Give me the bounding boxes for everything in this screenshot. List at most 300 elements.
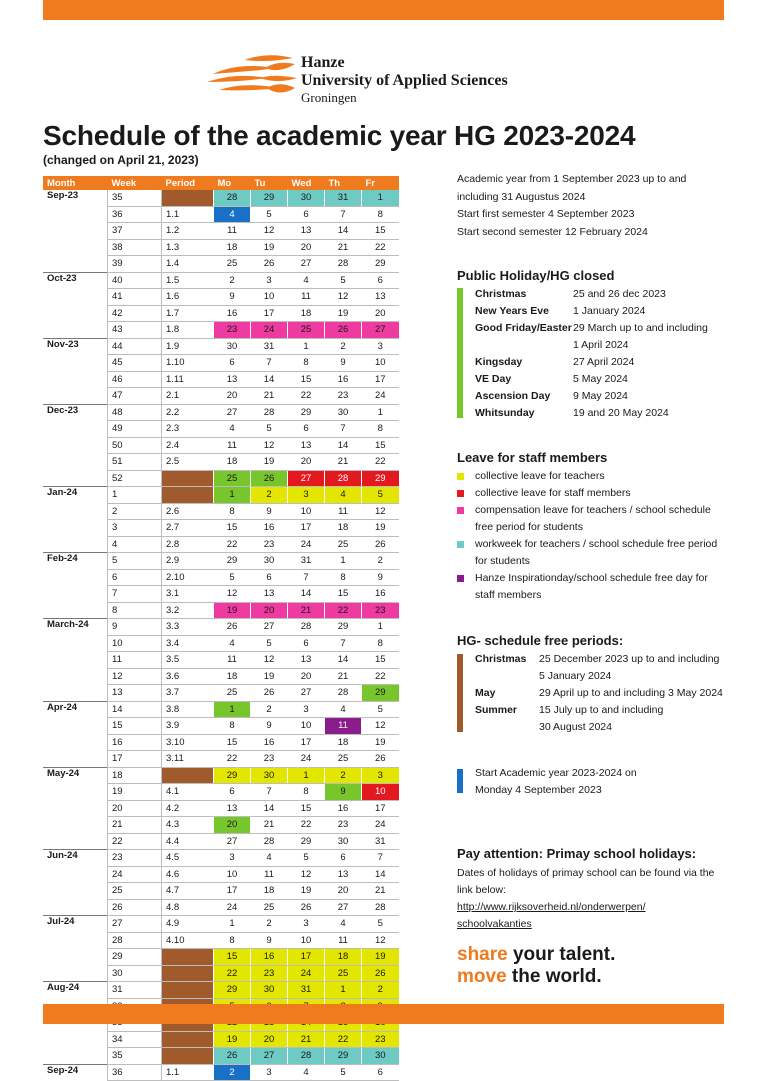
leave-legend: [457, 468, 727, 604]
day-cell: 15: [288, 371, 325, 388]
legend-swatch: [457, 507, 464, 514]
month-cell: [43, 1048, 108, 1065]
day-cell: 16: [325, 371, 362, 388]
week-cell: 25: [108, 883, 162, 900]
day-cell: 15: [214, 520, 251, 537]
item-key: May: [475, 687, 496, 699]
month-cell: [43, 602, 108, 619]
month-cell: Sep-24: [43, 1064, 108, 1081]
day-cell: 13: [325, 866, 362, 883]
day-cell: 23: [251, 536, 288, 553]
month-cell: [43, 652, 108, 669]
day-cell: 27: [214, 833, 251, 850]
day-cell: 25: [325, 751, 362, 768]
month-cell: [43, 866, 108, 883]
day-cell: 5: [362, 487, 399, 504]
item-key: VE Day: [475, 373, 512, 385]
day-cell: 13: [214, 371, 251, 388]
day-cell: 6: [251, 569, 288, 586]
day-cell: 12: [362, 718, 399, 735]
free-periods-brown-bar: [457, 654, 463, 732]
week-cell: 46: [108, 371, 162, 388]
table-row: [43, 206, 399, 223]
day-cell: 21: [288, 1031, 325, 1048]
day-cell: 3: [362, 767, 399, 784]
header-wed: Wed: [288, 176, 325, 190]
day-cell: 1: [288, 767, 325, 784]
day-cell: 7: [362, 850, 399, 867]
table-row: [43, 421, 399, 438]
month-cell: [43, 685, 108, 702]
period-cell: 2.8: [162, 536, 214, 553]
month-cell: [43, 223, 108, 240]
week-cell: 1: [108, 487, 162, 504]
legend-swatch: [457, 541, 464, 548]
list-item: [475, 354, 708, 371]
public-holiday-title: Public Holiday/HG closed: [457, 268, 615, 283]
day-cell: 11: [325, 503, 362, 520]
week-cell: 36: [108, 206, 162, 223]
day-cell: 11: [214, 223, 251, 240]
day-cell: 2: [214, 272, 251, 289]
day-cell: 22: [362, 668, 399, 685]
period-cell: 1.7: [162, 305, 214, 322]
day-cell: 26: [288, 899, 325, 916]
day-cell: 8: [362, 635, 399, 652]
table-row: [43, 404, 399, 421]
week-cell: 29: [108, 949, 162, 966]
day-cell: 29: [214, 767, 251, 784]
legend-swatch: [457, 473, 464, 480]
day-cell: 20: [325, 883, 362, 900]
legend-item: [457, 468, 727, 485]
day-cell: 6: [288, 635, 325, 652]
period-cell: 2.5: [162, 454, 214, 471]
table-row: [43, 487, 399, 504]
month-cell: [43, 668, 108, 685]
day-cell: 10: [288, 932, 325, 949]
day-cell: 7: [251, 355, 288, 372]
day-cell: 25: [325, 965, 362, 982]
day-cell: 1: [325, 553, 362, 570]
day-cell: 27: [325, 899, 362, 916]
day-cell: 30: [362, 1048, 399, 1065]
table-row: [43, 899, 399, 916]
day-cell: 26: [362, 965, 399, 982]
month-cell: [43, 470, 108, 487]
day-cell: 7: [288, 569, 325, 586]
table-row: [43, 685, 399, 702]
legend-item: [457, 485, 727, 502]
free-periods-title: HG- schedule free periods:: [457, 633, 624, 648]
slogan-the-world: the world.: [506, 966, 602, 987]
period-cell: 4.2: [162, 800, 214, 817]
day-cell: 14: [325, 652, 362, 669]
pay-line: link below:: [457, 884, 507, 896]
table-row: [43, 602, 399, 619]
table-row: [43, 569, 399, 586]
week-cell: 51: [108, 454, 162, 471]
day-cell: 23: [362, 602, 399, 619]
primary-school-section: [457, 845, 714, 933]
period-cell: 1.1: [162, 1064, 214, 1081]
day-cell: 8: [288, 355, 325, 372]
day-cell: 29: [325, 619, 362, 636]
day-cell: 13: [288, 437, 325, 454]
period-cell: [162, 982, 214, 999]
list-item: [475, 405, 708, 422]
day-cell: 28: [325, 256, 362, 273]
day-cell: 18: [214, 239, 251, 256]
day-cell: 4: [288, 272, 325, 289]
period-cell: 2.7: [162, 520, 214, 537]
month-cell: [43, 256, 108, 273]
week-cell: 52: [108, 470, 162, 487]
day-cell: 23: [251, 751, 288, 768]
table-row: [43, 454, 399, 471]
month-cell: Jul-24: [43, 916, 108, 933]
item-value: 9 May 2024: [573, 390, 628, 402]
day-cell: 12: [251, 652, 288, 669]
month-cell: Sep-23: [47, 190, 79, 201]
table-row: [43, 586, 399, 603]
day-cell: 19: [288, 883, 325, 900]
day-cell: 22: [362, 454, 399, 471]
day-cell: 30: [288, 190, 325, 206]
table-row: [43, 553, 399, 570]
table-row: [43, 520, 399, 537]
day-cell: 28: [251, 833, 288, 850]
day-cell: 25: [214, 685, 251, 702]
day-cell: 12: [362, 932, 399, 949]
item-value: 1 April 2024: [573, 339, 629, 351]
day-cell: 30: [214, 338, 251, 355]
month-cell: [43, 289, 108, 306]
month-cell: Apr-24: [43, 701, 108, 718]
day-cell: 23: [362, 1031, 399, 1048]
month-cell: [43, 817, 108, 834]
week-cell: 30: [108, 965, 162, 982]
day-cell: 16: [251, 734, 288, 751]
month-cell: [43, 899, 108, 916]
day-cell: 10: [214, 866, 251, 883]
info-line: including 31 Augustus 2024: [457, 190, 586, 203]
day-cell: 8: [288, 784, 325, 801]
table-row: [43, 322, 399, 339]
month-cell: [43, 751, 108, 768]
day-cell: 15: [362, 652, 399, 669]
day-cell: 9: [325, 355, 362, 372]
day-cell: 22: [288, 388, 325, 405]
week-cell: 9: [108, 619, 162, 636]
month-cell: Aug-24: [43, 982, 108, 999]
week-cell: 15: [108, 718, 162, 735]
day-cell: 26: [251, 685, 288, 702]
period-cell: 3.9: [162, 718, 214, 735]
table-row: [43, 190, 399, 206]
day-cell: 1: [362, 404, 399, 421]
period-cell: 1.9: [162, 338, 214, 355]
day-cell: 17: [362, 371, 399, 388]
item-value: 30 August 2024: [539, 721, 612, 733]
week-cell: 26: [108, 899, 162, 916]
legend-text: workweek for teachers / school schedule free period: [475, 538, 718, 550]
table-row: [43, 503, 399, 520]
day-cell: 15: [214, 734, 251, 751]
day-cell: 2: [325, 767, 362, 784]
day-cell: 7: [325, 635, 362, 652]
day-cell: 30: [325, 833, 362, 850]
start-line: Monday 4 September 2023: [475, 784, 602, 796]
day-cell: 28: [214, 190, 251, 206]
list-item: [475, 702, 723, 719]
period-cell: 1.6: [162, 289, 214, 306]
table-row: [43, 272, 399, 289]
item-key: [475, 668, 539, 685]
legend-item: [457, 570, 727, 604]
day-cell: 28: [288, 619, 325, 636]
list-item: [475, 719, 723, 736]
day-cell: 18: [251, 883, 288, 900]
day-cell: 28: [251, 404, 288, 421]
day-cell: 1: [325, 982, 362, 999]
day-cell: 20: [214, 817, 251, 834]
day-cell: 10: [362, 784, 399, 801]
day-cell: 17: [214, 883, 251, 900]
period-cell: 2.4: [162, 437, 214, 454]
table-row: [43, 949, 399, 966]
week-cell: 41: [108, 289, 162, 306]
item-key: Ascension Day: [475, 390, 551, 402]
day-cell: 3: [288, 487, 325, 504]
pay-line: Dates of holidays of primay school can be found via the: [457, 867, 715, 879]
period-cell: 1.2: [162, 223, 214, 240]
week-cell: 12: [108, 668, 162, 685]
day-cell: 10: [288, 718, 325, 735]
table-row: [43, 866, 399, 883]
start-blue-bar: [457, 769, 463, 793]
table-row: [43, 1031, 399, 1048]
table-row: [43, 223, 399, 240]
day-cell: 4: [214, 635, 251, 652]
rijksoverheid-link[interactable]: http://www.rijksoverheid.nl/onderwerpen/: [457, 901, 646, 913]
month-cell: [43, 388, 108, 405]
day-cell: 28: [362, 899, 399, 916]
day-cell: 5: [251, 206, 288, 223]
day-cell: 27: [251, 1048, 288, 1065]
day-cell: 2: [251, 701, 288, 718]
day-cell: 25: [251, 899, 288, 916]
day-cell: 3: [251, 272, 288, 289]
day-cell: 29: [362, 256, 399, 273]
slogan: [457, 944, 615, 988]
item-key: Kingsday: [475, 356, 523, 368]
day-cell: 17: [288, 949, 325, 966]
day-cell: 21: [288, 602, 325, 619]
week-cell: 44: [108, 338, 162, 355]
day-cell: 9: [251, 932, 288, 949]
day-cell: 9: [325, 784, 362, 801]
week-cell: 17: [108, 751, 162, 768]
header-tu: Tu: [251, 176, 288, 190]
day-cell: 16: [251, 520, 288, 537]
academic-year-info: [457, 171, 686, 241]
period-cell: 3.5: [162, 652, 214, 669]
item-value: 19 and 20 May 2024: [573, 407, 669, 419]
day-cell: 1: [288, 338, 325, 355]
day-cell: 7: [325, 421, 362, 438]
day-cell: 23: [325, 817, 362, 834]
table-row: [43, 388, 399, 405]
day-cell: 19: [251, 239, 288, 256]
day-cell: 4: [325, 701, 362, 718]
day-cell: 19: [251, 668, 288, 685]
header-period: Period: [162, 176, 214, 190]
logo-line-2: University of Applied Sciences: [301, 72, 508, 89]
day-cell: 25: [288, 322, 325, 339]
day-cell: 15: [362, 437, 399, 454]
week-cell: 10: [108, 635, 162, 652]
day-cell: 2: [251, 916, 288, 933]
legend-text: for students: [475, 555, 530, 567]
day-cell: 21: [325, 239, 362, 256]
week-cell: 49: [108, 421, 162, 438]
logo-line-1: Hanze: [301, 54, 345, 71]
legend-item: [457, 502, 727, 536]
day-cell: 8: [362, 206, 399, 223]
day-cell: 20: [251, 1031, 288, 1048]
table-row: [43, 718, 399, 735]
day-cell: 19: [325, 305, 362, 322]
period-cell: 1.4: [162, 256, 214, 273]
period-cell: 4.9: [162, 916, 214, 933]
day-cell: 26: [214, 1048, 251, 1065]
period-cell: [162, 965, 214, 982]
period-cell: 4.7: [162, 883, 214, 900]
week-cell: 38: [108, 239, 162, 256]
legend-text: staff members: [475, 589, 542, 601]
week-cell: 7: [108, 586, 162, 603]
day-cell: 3: [251, 1064, 288, 1081]
day-cell: 6: [325, 850, 362, 867]
period-cell: 4.10: [162, 932, 214, 949]
day-cell: 5: [325, 1064, 362, 1081]
table-row: [43, 1048, 399, 1065]
header-week: Week: [108, 176, 162, 190]
day-cell: 26: [251, 256, 288, 273]
day-cell: 12: [288, 866, 325, 883]
period-cell: [162, 767, 214, 784]
info-line: Academic year from 1 September 2023 up to and: [457, 173, 687, 185]
month-cell: [43, 536, 108, 553]
table-row: [43, 256, 399, 273]
item-key: Good Friday/Easter: [475, 322, 572, 334]
day-cell: 1: [214, 701, 251, 718]
free-periods-list: [475, 651, 723, 736]
day-cell: 5: [251, 635, 288, 652]
week-cell: 34: [108, 1031, 162, 1048]
month-cell: [43, 635, 108, 652]
day-cell: 20: [288, 668, 325, 685]
week-cell: 2: [108, 503, 162, 520]
day-cell: 6: [362, 1064, 399, 1081]
legend-swatch: [457, 490, 464, 497]
day-cell: 5: [362, 701, 399, 718]
week-cell: 50: [108, 437, 162, 454]
day-cell: 6: [362, 272, 399, 289]
item-value: 25 and 26 dec 2023: [573, 288, 666, 300]
day-cell: 1: [214, 916, 251, 933]
day-cell: 11: [288, 289, 325, 306]
day-cell: 2: [362, 982, 399, 999]
table-row: [43, 289, 399, 306]
week-cell: 39: [108, 256, 162, 273]
day-cell: 14: [251, 800, 288, 817]
period-cell: 1.5: [162, 272, 214, 289]
item-key: [475, 337, 573, 354]
legend-item: [457, 536, 727, 570]
schoolvakanties-link[interactable]: schoolvakanties: [457, 918, 532, 930]
day-cell: 18: [325, 949, 362, 966]
period-cell: 3.3: [162, 619, 214, 636]
table-row: [43, 652, 399, 669]
day-cell: 25: [214, 470, 251, 487]
day-cell: 6: [288, 421, 325, 438]
week-cell: 8: [108, 602, 162, 619]
day-cell: 8: [325, 569, 362, 586]
item-value: 25 December 2023 up to and including: [539, 653, 720, 665]
day-cell: 26: [362, 536, 399, 553]
leave-title: Leave for staff members: [457, 450, 608, 465]
period-cell: 1.3: [162, 239, 214, 256]
logo-line-3: Groningen: [301, 90, 357, 105]
day-cell: 10: [362, 355, 399, 372]
day-cell: 15: [325, 586, 362, 603]
day-cell: 24: [362, 388, 399, 405]
day-cell: 8: [214, 503, 251, 520]
day-cell: 24: [214, 899, 251, 916]
month-cell: Jan-24: [43, 487, 108, 504]
table-row: [43, 305, 399, 322]
day-cell: 25: [214, 256, 251, 273]
day-cell: 27: [251, 619, 288, 636]
day-cell: 21: [251, 388, 288, 405]
day-cell: 8: [214, 932, 251, 949]
day-cell: 12: [214, 586, 251, 603]
info-line: Start first semester 4 September 2023: [457, 208, 635, 220]
period-cell: 3.8: [162, 701, 214, 718]
list-item: [475, 371, 708, 388]
day-cell: 1: [362, 190, 399, 206]
schedule-table: [43, 176, 399, 1081]
week-cell: 40: [108, 272, 162, 289]
day-cell: 27: [288, 256, 325, 273]
day-cell: 23: [325, 388, 362, 405]
week-cell: 28: [108, 932, 162, 949]
month-cell: Feb-24: [43, 553, 108, 570]
period-cell: 3.1: [162, 586, 214, 603]
day-cell: 13: [288, 223, 325, 240]
legend-swatch: [457, 575, 464, 582]
month-cell: [43, 586, 108, 603]
table-header-row: [43, 176, 399, 190]
week-cell: 24: [108, 866, 162, 883]
period-cell: [162, 470, 214, 487]
day-cell: 12: [251, 223, 288, 240]
day-cell: 12: [251, 437, 288, 454]
day-cell: 22: [325, 602, 362, 619]
day-cell: 9: [251, 503, 288, 520]
